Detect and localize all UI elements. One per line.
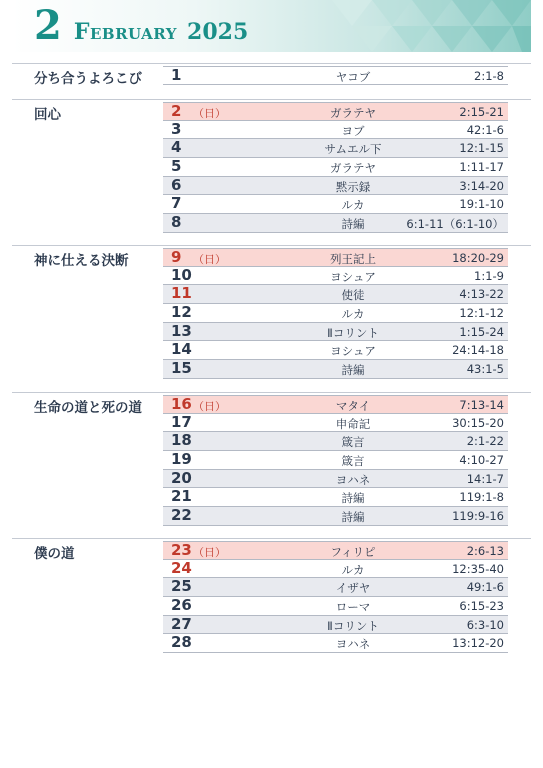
book-name: ヨブ — [341, 123, 365, 138]
book-name: ヨハネ — [335, 472, 371, 487]
day-number: 4 — [171, 138, 182, 157]
reading-row — [163, 451, 508, 470]
day-number: 10 — [171, 265, 192, 284]
book-name: ルカ — [341, 307, 365, 322]
page-title — [34, 2, 248, 49]
verse-reference: 43:1-5 — [466, 362, 504, 377]
book-name: イザヤ — [335, 581, 371, 596]
verse-reference: 6:15-23 — [459, 599, 504, 614]
day-number: 11 — [171, 284, 192, 303]
section-divider — [12, 245, 531, 246]
reading-row — [163, 121, 508, 140]
verse-reference: 13:12-20 — [452, 636, 504, 651]
verse-reference: 42:1-6 — [466, 122, 504, 137]
day-number: 12 — [171, 303, 192, 322]
section-divider — [12, 538, 531, 539]
reading-row — [163, 214, 508, 233]
reading-row — [163, 597, 508, 616]
reading-row — [163, 470, 508, 489]
reading-row — [163, 248, 508, 267]
reading-row — [163, 616, 508, 635]
book-name: ヨシュア — [330, 344, 376, 359]
section-theme: 分ち合うよろこび — [34, 71, 142, 87]
book-name: ルカ — [341, 562, 365, 577]
verse-reference: 119:1-8 — [459, 490, 504, 505]
book-name: 詩編 — [341, 217, 365, 232]
section-divider — [12, 99, 531, 100]
reading-row — [163, 323, 508, 342]
day-number: 9 — [171, 248, 182, 266]
weekday-note: （日） — [193, 546, 226, 559]
verse-reference: 49:1-6 — [466, 580, 504, 595]
day-number: 22 — [171, 506, 192, 525]
reading-list — [163, 248, 508, 379]
verse-reference: 7:13-14 — [459, 398, 504, 412]
reading-row — [163, 177, 508, 196]
day-number: 16 — [171, 395, 192, 413]
verse-reference: 14:1-7 — [466, 471, 504, 486]
weekday-note: （日） — [193, 107, 226, 120]
book-name: フィリピ — [330, 545, 376, 559]
reading-row — [163, 66, 508, 85]
verse-reference: 2:1-8 — [474, 69, 504, 83]
month-number: 2 — [34, 2, 62, 49]
reading-row — [163, 341, 508, 360]
day-number: 8 — [171, 213, 182, 232]
book-name: 詩編 — [341, 363, 365, 378]
day-number: 24 — [171, 558, 192, 577]
verse-reference: 12:35-40 — [452, 561, 504, 576]
book-name: Ⅱコリント — [327, 325, 379, 340]
book-name: ヤコブ — [335, 70, 371, 84]
verse-reference: 18:20-29 — [452, 251, 504, 265]
verse-reference: 12:1-12 — [459, 306, 504, 321]
book-name: 列王記上 — [330, 252, 376, 266]
reading-row — [163, 488, 508, 507]
book-name: ガラテヤ — [330, 161, 376, 176]
year: 2025 — [187, 19, 249, 45]
day-number: 13 — [171, 321, 192, 340]
reading-row — [163, 432, 508, 451]
day-number: 3 — [171, 119, 182, 138]
day-number: 1 — [171, 66, 182, 84]
day-number: 5 — [171, 157, 182, 176]
day-number: 20 — [171, 468, 192, 487]
page-header — [12, 0, 531, 52]
reading-list — [163, 66, 508, 85]
section-divider — [12, 63, 531, 64]
section-theme: 生命の道と死の道 — [34, 400, 142, 416]
weekday-note: （日） — [193, 253, 226, 266]
verse-reference: 2:6-13 — [466, 544, 504, 558]
verse-reference: 4:13-22 — [459, 287, 504, 302]
day-number: 18 — [171, 431, 192, 450]
book-name: サムエル下 — [324, 142, 382, 157]
verse-reference: 1:1-9 — [474, 268, 504, 283]
reading-row — [163, 158, 508, 177]
book-name: ヨハネ — [335, 637, 371, 652]
reading-row — [163, 634, 508, 653]
reading-row — [163, 507, 508, 526]
reading-row — [163, 195, 508, 214]
day-number: 27 — [171, 614, 192, 633]
day-number: 7 — [171, 194, 182, 213]
reading-row — [163, 560, 508, 579]
section-theme: 回心 — [34, 107, 61, 123]
book-name: 黙示録 — [335, 179, 371, 194]
day-number: 21 — [171, 487, 192, 506]
verse-reference: 119:9-16 — [452, 509, 504, 524]
reading-row — [163, 285, 508, 304]
verse-reference: 1:15-24 — [459, 324, 504, 339]
month-name: February — [73, 19, 178, 45]
day-number: 25 — [171, 577, 192, 596]
verse-reference: 2:1-22 — [466, 434, 504, 449]
book-name: 箴言 — [341, 435, 365, 450]
book-name: ガラテヤ — [330, 106, 376, 120]
verse-reference: 4:10-27 — [459, 453, 504, 468]
verse-reference: 6:3-10 — [466, 617, 504, 632]
reading-row — [163, 102, 508, 121]
book-name: 詩編 — [341, 491, 365, 506]
verse-reference: 6:1-11（6:1-10） — [406, 217, 504, 232]
book-name: 使徒 — [341, 288, 365, 303]
day-number: 28 — [171, 633, 192, 652]
reading-row — [163, 395, 508, 414]
day-number: 15 — [171, 359, 192, 378]
book-name: ローマ — [335, 600, 371, 615]
reading-row — [163, 360, 508, 379]
verse-reference: 30:15-20 — [452, 415, 504, 430]
section-divider — [12, 392, 531, 393]
reading-list — [163, 102, 508, 233]
day-number: 2 — [171, 102, 182, 120]
book-name: Ⅱコリント — [327, 618, 379, 633]
reading-row — [163, 414, 508, 433]
reading-row — [163, 304, 508, 323]
day-number: 17 — [171, 412, 192, 431]
day-number: 6 — [171, 175, 182, 194]
book-name: ルカ — [341, 198, 365, 213]
section-theme: 神に仕える決断 — [34, 253, 129, 269]
verse-reference: 1:11-17 — [459, 160, 504, 175]
reading-row — [163, 578, 508, 597]
book-name: マタイ — [335, 399, 371, 413]
reading-list — [163, 395, 508, 526]
geometric-pattern — [312, 0, 531, 52]
weekday-note: （日） — [193, 400, 226, 413]
day-number: 14 — [171, 340, 192, 359]
day-number: 26 — [171, 596, 192, 615]
verse-reference: 19:1-10 — [459, 197, 504, 212]
reading-row — [163, 139, 508, 158]
day-number: 23 — [171, 541, 192, 559]
verse-reference: 24:14-18 — [452, 343, 504, 358]
verse-reference: 2:15-21 — [459, 105, 504, 119]
book-name: ヨシュア — [330, 269, 376, 284]
book-name: 申命記 — [335, 416, 371, 431]
verse-reference: 3:14-20 — [459, 178, 504, 193]
reading-row — [163, 541, 508, 560]
book-name: 箴言 — [341, 454, 365, 469]
reading-row — [163, 267, 508, 286]
section-theme: 僕の道 — [34, 546, 75, 562]
reading-list — [163, 541, 508, 653]
book-name: 詩編 — [341, 510, 365, 525]
day-number: 19 — [171, 450, 192, 469]
verse-reference: 12:1-15 — [459, 141, 504, 156]
